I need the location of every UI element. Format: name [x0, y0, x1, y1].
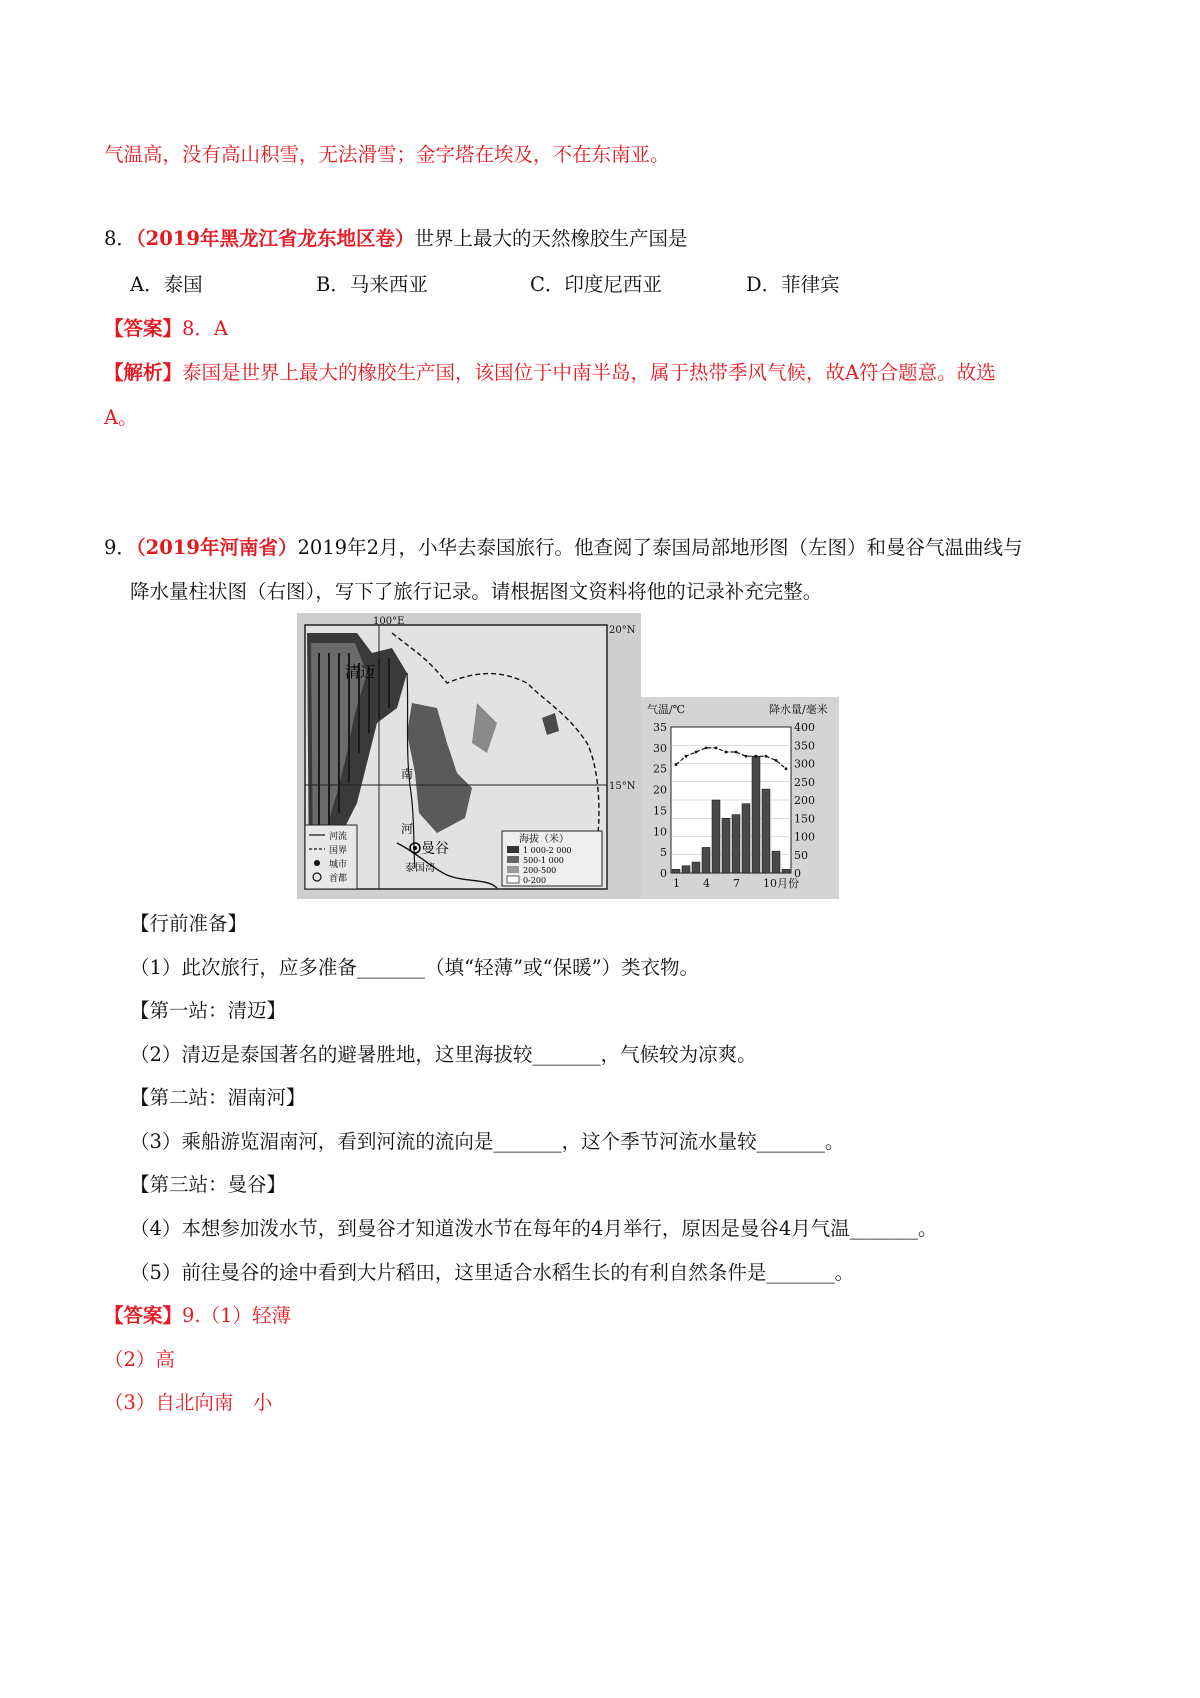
question-source: （2019年黑龙江省龙东地区卷）	[135, 227, 415, 250]
temperature-point	[785, 767, 788, 770]
option-a: A．泰国	[130, 273, 203, 296]
precip-bar	[722, 818, 730, 873]
section-stop-3: 【第三站：曼谷】	[130, 1173, 287, 1196]
answer-9-2: （2）高	[104, 1348, 175, 1371]
answer-9	[104, 1301, 291, 1331]
key-item-city: 城市	[329, 860, 348, 870]
answer-text: 9.（1）轻薄	[182, 1304, 292, 1327]
temperature-point	[675, 763, 678, 766]
analysis-8-cont: A。	[104, 406, 138, 429]
precip-tick-label: 250	[794, 775, 815, 789]
question-source: （2019年河南省）	[135, 536, 298, 559]
temp-tick-label: 5	[660, 846, 667, 860]
answer-text: 8．A	[182, 317, 229, 340]
precip-bar	[712, 800, 720, 873]
question-number: 8．	[104, 227, 136, 250]
precip-tick-label: 50	[794, 848, 808, 862]
precip-bar	[672, 869, 680, 873]
precip-tick-label: 300	[794, 757, 815, 771]
river-label-1: 南	[401, 767, 414, 781]
precip-bar	[772, 851, 780, 873]
precip-tick-label: 100	[794, 830, 815, 844]
precip-bar	[762, 789, 770, 873]
month-tick-label: 4	[703, 877, 710, 890]
key-item-border: 国界	[329, 846, 348, 856]
legend-item-3: 200-500	[523, 866, 557, 875]
precip-bar	[692, 862, 700, 873]
thailand-terrain-map	[297, 613, 641, 903]
item-2: （2）清迈是泰国著名的避暑胜地，这里海拔较_______，气候较为凉爽。	[130, 1043, 757, 1066]
question-text: 2019年2月，小华去泰国旅行。他查阅了泰国局部地形图（左图）和曼谷气温曲线与	[297, 536, 1023, 559]
key-item-capital: 首都	[329, 874, 348, 884]
option-d: D．菲律宾	[746, 273, 840, 296]
precip-tick-label: 400	[794, 721, 815, 734]
temp-tick-label: 20	[653, 783, 667, 797]
answer-tag: 【答案】	[104, 317, 183, 340]
temp-axis-label: 气温/℃	[647, 703, 686, 716]
previous-answer-tail: 气温高，没有高山积雪，无法滑雪；金字塔在埃及，不在东南亚。	[104, 143, 670, 166]
item-3: （3）乘船游览湄南河，看到河流的流向是_______，这个季节河流水量较_______。	[130, 1130, 845, 1153]
option-b: B．马来西亚	[316, 273, 428, 296]
answer-8	[104, 314, 228, 344]
precip-axis-label: 降水量/毫米	[769, 703, 828, 716]
temp-tick-label: 10	[653, 825, 667, 839]
lat-top-label: 20°N	[609, 625, 636, 636]
temp-tick-label: 25	[653, 762, 667, 776]
item-1: （1）此次旅行，应多准备_______（填“轻薄”或“保暖”）类衣物。	[130, 956, 700, 979]
precip-tick-label: 350	[794, 739, 815, 753]
precip-bar	[742, 804, 750, 873]
temperature-point	[695, 751, 698, 754]
precip-bar	[782, 869, 790, 873]
terrain-map-svg	[297, 613, 641, 899]
precip-bar	[702, 847, 710, 873]
analysis-8	[104, 358, 996, 388]
precip-bar	[732, 815, 740, 873]
temp-tick-label: 0	[660, 867, 667, 880]
city-label-chiangmai: 清迈	[345, 663, 376, 681]
precip-bar	[682, 866, 690, 873]
temperature-point	[775, 759, 778, 762]
temperature-point	[705, 746, 708, 749]
answer-tag: 【答案】	[104, 1304, 183, 1327]
temperature-point	[715, 746, 718, 749]
month-tick-label: 1	[673, 877, 680, 890]
temp-tick-label: 30	[653, 741, 667, 755]
temperature-point	[745, 755, 748, 758]
month-tick-label: 7	[733, 877, 740, 890]
temp-tick-label: 35	[653, 721, 667, 734]
temperature-point	[725, 751, 728, 754]
question-number: 9．	[104, 536, 136, 559]
temperature-point	[685, 755, 688, 758]
precip-tick-label: 150	[794, 812, 815, 826]
question-8-stem	[104, 224, 687, 254]
temperature-point	[755, 755, 758, 758]
city-label-bangkok: 曼谷	[421, 841, 449, 857]
temp-tick-label: 15	[653, 804, 667, 818]
lat-mid-label: 15°N	[609, 781, 636, 792]
legend-item-1: 1 000-2 000	[523, 846, 572, 855]
bangkok-climate-chart	[641, 697, 839, 903]
gulf-label: 泰国湾	[405, 863, 435, 874]
river-label-2: 河	[401, 822, 414, 836]
precip-tick-label: 200	[794, 794, 815, 807]
legend-item-2: 500-1 000	[523, 856, 564, 865]
precip-tick-label: 0	[794, 867, 801, 880]
month-tick-label: 10月份	[763, 877, 799, 890]
precip-bar	[752, 756, 760, 873]
question-text: 世界上最大的天然橡胶生产国是	[414, 227, 688, 250]
legend-item-4: 0-200	[523, 876, 547, 885]
section-stop-1: 【第一站：清迈】	[130, 999, 287, 1022]
key-item-river: 河流	[329, 832, 348, 842]
option-c: C．印度尼西亚	[530, 273, 662, 296]
climate-chart-svg	[641, 697, 839, 899]
analysis-tag: 【解析】	[104, 361, 183, 384]
temperature-point	[735, 751, 738, 754]
item-4: （4）本想参加泼水节，到曼谷才知道泼水节在每年的4月举行，原因是曼谷4月气温_______。	[130, 1217, 938, 1240]
question-9-stem	[104, 533, 1023, 563]
legend-title: 海拔（米）	[519, 834, 569, 845]
section-before-trip: 【行前准备】	[130, 912, 248, 935]
lon-label: 100°E	[373, 616, 405, 627]
temperature-point	[765, 755, 768, 758]
section-stop-2: 【第二站：湄南河】	[130, 1086, 306, 1109]
answer-9-3: （3）自北向南 小	[104, 1391, 273, 1414]
question-9-stem-cont: 降水量柱状图（右图），写下了旅行记录。请根据图文资料将他的记录补充完整。	[130, 580, 823, 603]
item-5: （5）前往曼谷的途中看到大片稻田，这里适合水稻生长的有利自然条件是_______。	[130, 1261, 855, 1284]
analysis-text: 泰国是世界上最大的橡胶生产国，该国位于中南半岛，属于热带季风气候，故A符合题意。故选	[182, 361, 996, 384]
